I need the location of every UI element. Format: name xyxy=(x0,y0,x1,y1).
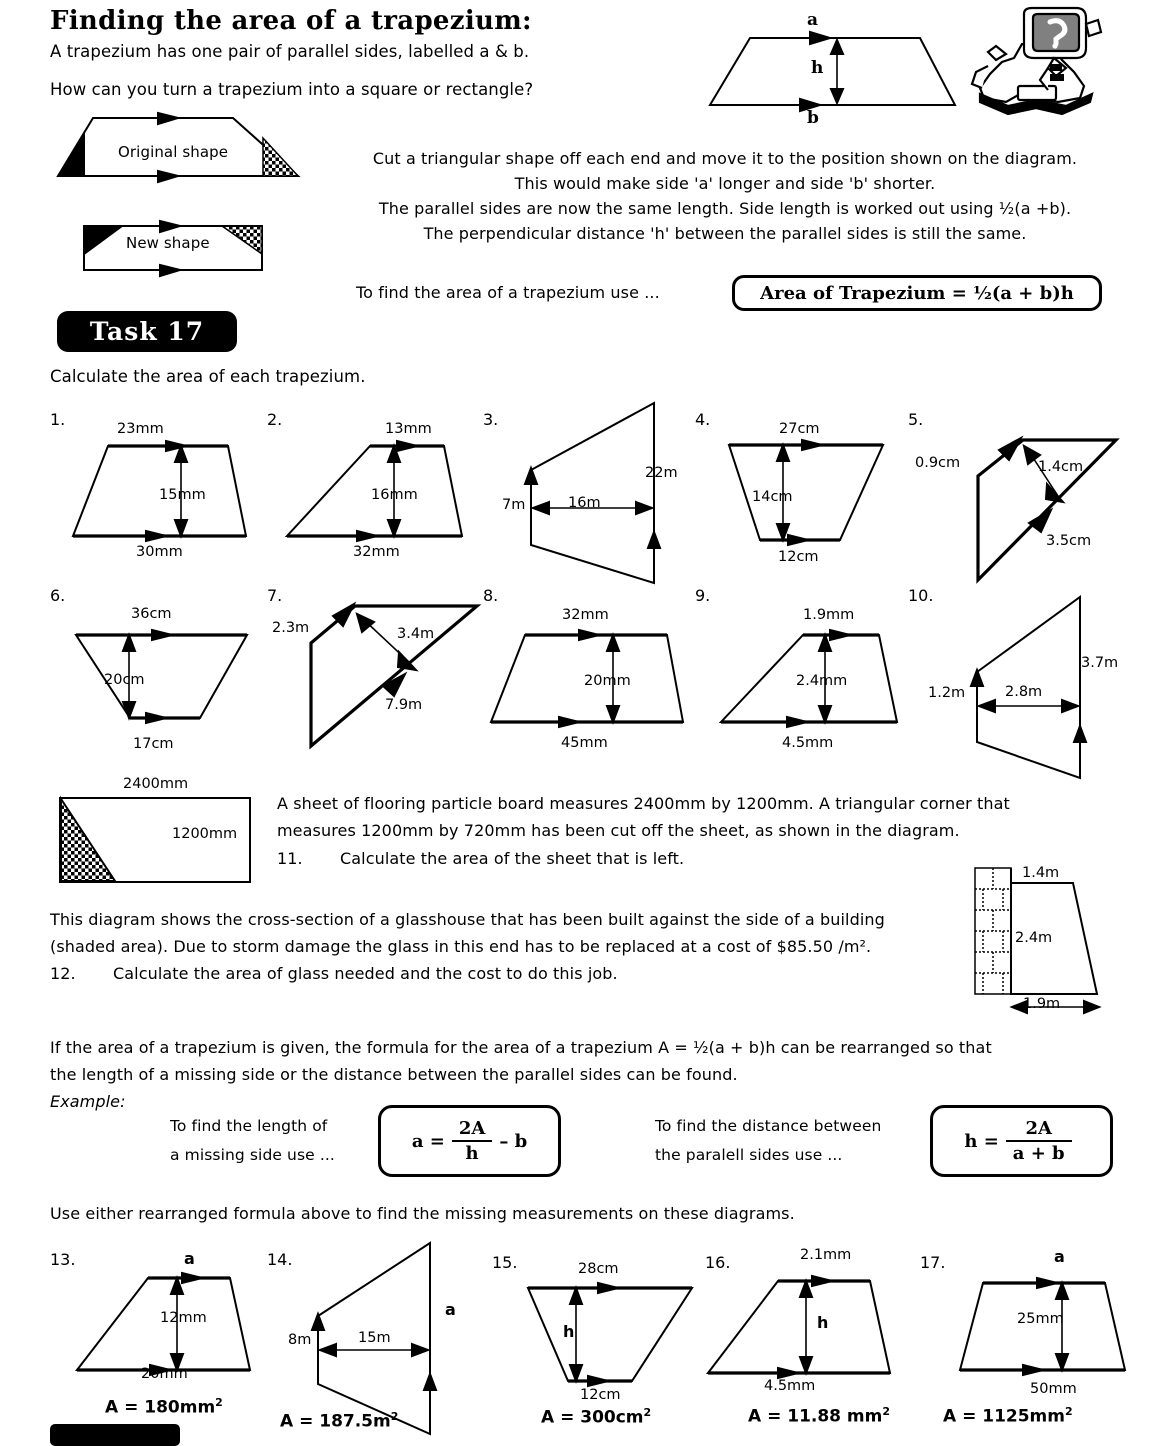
shape-17-answer-sup: 2 xyxy=(1064,1405,1073,1418)
formula-height-numerator: 2A xyxy=(1006,1118,1072,1142)
glasshouse-top-label: 1.4m xyxy=(1022,865,1060,881)
shape-15-answer-text: A = 300cm xyxy=(541,1407,644,1428)
shape-5-left-label: 0.9cm xyxy=(915,455,961,471)
question-number-6: 6. xyxy=(50,586,66,605)
shape-6-top-label: 36cm xyxy=(131,606,172,622)
shape-14-height-label: 15m xyxy=(358,1330,391,1346)
board-top-label: 2400mm xyxy=(123,776,189,792)
shape-7-left-label: 2.3m xyxy=(272,620,310,636)
area-formula-box: Area of Trapezium = ½(a + b)h xyxy=(732,275,1102,311)
formula-height-lhs: h = xyxy=(964,1130,999,1152)
question12-text-line1: This diagram shows the cross-section of a glasshouse that has been built against the side of a building xyxy=(50,910,885,929)
question11-number: 11. xyxy=(277,849,303,868)
computer-student-icon xyxy=(962,2,1112,122)
shape-15-bottom-label: 12cm xyxy=(580,1387,621,1403)
question-number-15: 15. xyxy=(492,1253,518,1272)
question-number-4: 4. xyxy=(695,410,711,429)
shape-16-bottom-label: 4.5mm xyxy=(764,1378,816,1394)
shape-4-height-label: 14cm xyxy=(752,489,793,505)
shape-16-answer-sup: 2 xyxy=(882,1405,891,1418)
formula-box-side xyxy=(378,1105,561,1177)
ref-label-h: h xyxy=(811,58,824,78)
reference-trapezium-diagram xyxy=(690,10,970,120)
trapezium-shape-5 xyxy=(965,428,1155,588)
find-distance-label-line2: the paralell sides use ... xyxy=(655,1146,843,1164)
intro-line-2: How can you turn a trapezium into a square or rectangle? xyxy=(50,80,534,99)
shape-13-height-label: 12mm xyxy=(160,1310,207,1326)
shape-13-answer-text: A = 180mm xyxy=(105,1397,216,1418)
shape-16-top-label: 2.1mm xyxy=(800,1247,852,1263)
trapezium-shape-4 xyxy=(720,440,900,550)
shape-10-right-label: 3.7m xyxy=(1081,655,1119,671)
shape-17-bottom-label: 50mm xyxy=(1030,1381,1077,1397)
question11-text-line1: A sheet of flooring particle board measures 2400mm by 1200mm. A triangular corner that xyxy=(277,794,1010,813)
question-number-3: 3. xyxy=(483,410,499,429)
explanation-line-3: The parallel sides are now the same length. Side length is worked out using ½(a +b). xyxy=(378,199,1072,218)
task-badge-label: Task 17 xyxy=(89,317,205,346)
formula-side-tail: – b xyxy=(499,1130,528,1152)
question12-text-line2: (shaded area). Due to storm damage the glass in this end has to be replaced at a cost of $85.50 /m². xyxy=(50,937,872,956)
rearrange-text-line1: If the area of a trapezium is given, the formula for the area of a trapezium A = ½(a + b)h can be rearranged so that xyxy=(50,1038,992,1057)
find-missing-side-label-line1: To find the length of xyxy=(170,1117,328,1135)
shape-6-height-label: 20cm xyxy=(104,672,145,688)
shape-5-height-label: 1.4cm xyxy=(1038,459,1084,475)
shape-3-height-label: 16m xyxy=(568,495,601,511)
find-distance-label-line1: To find the distance between xyxy=(655,1117,882,1135)
question-number-10: 10. xyxy=(908,586,934,605)
question-number-7: 7. xyxy=(267,586,283,605)
shape-16-height-label: h xyxy=(817,1313,829,1332)
trapezium-shape-16 xyxy=(700,1273,900,1383)
shape-10-left-label: 1.2m xyxy=(928,685,966,701)
shape-16-answer xyxy=(748,1405,890,1427)
explanation-line-1: Cut a triangular shape off each end and move it to the position shown on the diagram. xyxy=(372,149,1078,168)
shape-14-answer-sup: 2 xyxy=(390,1410,399,1423)
shape-7-height-label: 3.4m xyxy=(397,626,435,642)
shape-8-height-label: 20mm xyxy=(584,673,631,689)
shape-8-top-label: 32mm xyxy=(562,607,609,623)
shape-13-top-label: a xyxy=(184,1249,195,1268)
shape-4-bottom-label: 12cm xyxy=(778,549,819,565)
question12-number: 12. xyxy=(50,964,76,983)
question11-text-line3: Calculate the area of the sheet that is left. xyxy=(340,849,685,868)
to-find-area-label: To find the area of a trapezium use ... xyxy=(356,283,660,302)
shape-1-bottom-label: 30mm xyxy=(136,544,183,560)
next-task-badge-partial xyxy=(50,1424,180,1446)
question11-text-line2: measures 1200mm by 720mm has been cut off the sheet, as shown in the diagram. xyxy=(277,821,960,840)
example-label: Example: xyxy=(50,1092,126,1111)
shape-2-height-label: 16mm xyxy=(371,487,418,503)
rearrange-instruction: Use either rearranged formula above to find the missing measurements on these diagrams. xyxy=(50,1204,795,1223)
shape-13-bottom-label: 20mm xyxy=(141,1366,188,1382)
task-badge xyxy=(57,311,237,352)
explanation-line-2: This would make side 'a' longer and side 'b' shorter. xyxy=(514,174,936,193)
question-number-13: 13. xyxy=(50,1250,76,1269)
formula-side-lhs: a = xyxy=(411,1130,445,1152)
shape-8-bottom-label: 45mm xyxy=(561,735,608,751)
trapezium-shape-15 xyxy=(520,1283,700,1393)
shape-17-answer-text: A = 1125mm xyxy=(943,1406,1065,1427)
ref-label-b: b xyxy=(807,108,819,128)
shape-14-right-label: a xyxy=(445,1300,456,1319)
shape-3-left-label: 7m xyxy=(502,497,526,513)
shape-1-height-label: 15mm xyxy=(159,487,206,503)
board-side-label: 1200mm xyxy=(172,826,238,842)
glasshouse-bottom-label: 1.9m xyxy=(1023,996,1061,1012)
shape-4-top-label: 27cm xyxy=(779,421,820,437)
shape-3-right-label: 22m xyxy=(645,465,678,481)
original-shape-label: Original shape xyxy=(118,143,229,161)
shape-15-height-label: h xyxy=(563,1322,575,1341)
glasshouse-side-label: 2.4m xyxy=(1015,930,1053,946)
shape-17-top-label: a xyxy=(1054,1247,1065,1266)
question-number-9: 9. xyxy=(695,586,711,605)
shape-14-answer-text: A = 187.5m xyxy=(280,1411,391,1432)
shape-17-height-label: 25mm xyxy=(1017,1311,1064,1327)
explanation-line-4: The perpendicular distance 'h' between the parallel sides is still the same. xyxy=(423,224,1027,243)
shape-2-bottom-label: 32mm xyxy=(353,544,400,560)
shape-7-bottom-label: 7.9m xyxy=(385,697,423,713)
shape-13-answer-sup: 2 xyxy=(215,1396,223,1409)
trapezium-shape-3 xyxy=(515,398,675,588)
task-instruction: Calculate the area of each trapezium. xyxy=(50,367,366,386)
formula-side-numerator: 2A xyxy=(452,1118,493,1142)
question12-text-line3: Calculate the area of glass needed and the cost to do this job. xyxy=(113,964,618,983)
rearrange-text-line2: the length of a missing side or the distance between the parallel sides can be found. xyxy=(50,1065,738,1084)
question-number-16: 16. xyxy=(705,1253,731,1272)
shape-14-answer xyxy=(280,1410,398,1432)
shape-10-height-label: 2.8m xyxy=(1005,684,1043,700)
shape-9-height-label: 2.4mm xyxy=(796,673,848,689)
shape-9-top-label: 1.9mm xyxy=(803,607,855,623)
shape-13-answer xyxy=(105,1396,223,1418)
shape-6-bottom-label: 17cm xyxy=(133,736,174,752)
formula-side-denominator: h xyxy=(465,1143,479,1164)
page-title: Finding the area of a trapezium: xyxy=(50,6,532,36)
shape-1-top-label: 23mm xyxy=(117,421,164,437)
question-number-14: 14. xyxy=(267,1250,293,1269)
flooring-board-diagram xyxy=(57,795,277,885)
question-number-2: 2. xyxy=(267,410,283,429)
shape-2-top-label: 13mm xyxy=(385,421,432,437)
intro-line-1: A trapezium has one pair of parallel sides, labelled a & b. xyxy=(50,42,530,61)
find-missing-side-label-line2: a missing side use ... xyxy=(170,1146,335,1164)
question-number-1: 1. xyxy=(50,410,66,429)
trapezium-shape-17 xyxy=(955,1278,1145,1388)
shape-9-bottom-label: 4.5mm xyxy=(782,735,834,751)
question-number-17: 17. xyxy=(920,1253,946,1272)
formula-height-denominator: a + b xyxy=(1012,1143,1065,1164)
formula-box-height xyxy=(930,1105,1113,1177)
question-number-5: 5. xyxy=(908,410,924,429)
shape-15-answer-sup: 2 xyxy=(643,1406,652,1419)
shape-16-answer-text: A = 11.88 mm xyxy=(748,1406,883,1427)
question-number-8: 8. xyxy=(483,586,499,605)
explanation-block xyxy=(340,146,1110,246)
trapezium-shape-7 xyxy=(305,598,485,753)
shape-17-answer xyxy=(943,1405,1073,1427)
shape-14-left-label: 8m xyxy=(288,1332,312,1348)
new-shape-label: New shape xyxy=(126,234,210,252)
shape-15-answer xyxy=(541,1406,651,1428)
trapezium-shape-6 xyxy=(72,630,262,730)
shape-5-bottom-label: 3.5cm xyxy=(1046,533,1092,549)
ref-label-a: a xyxy=(807,10,819,30)
shape-15-top-label: 28cm xyxy=(578,1261,619,1277)
